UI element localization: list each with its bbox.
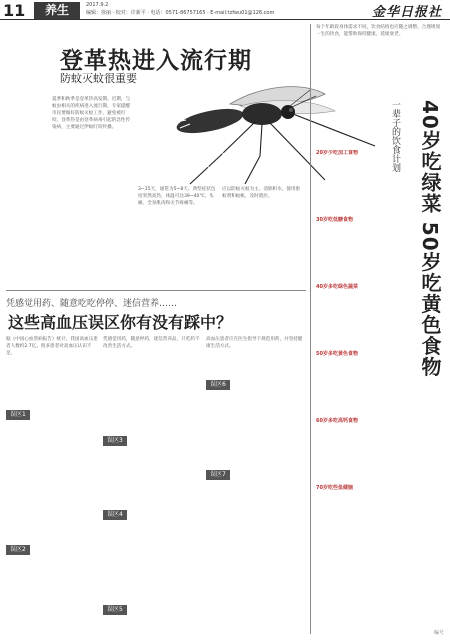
- page-number: 11: [3, 1, 26, 20]
- article2-kicker: 凭感觉用药、随意吃吃停停、迷信营养……: [6, 299, 178, 309]
- article1-col2-text: 3~15天，通常为5~8天。典型症状包括突然高热，体温可达39~40℃，头痛、全身肌肉和关节疼痛等。: [138, 187, 216, 206]
- article2-col2-text: 凭感觉用药，随意停药，迷信营养品，只吃药不改善生活方式。: [103, 337, 200, 349]
- myth-tag-4: 误区4: [103, 510, 127, 520]
- subhead-40s: 40岁多吃绿色蔬菜: [316, 284, 358, 290]
- article2-headline: 这些高血压误区你有没有踩中？: [8, 313, 233, 332]
- article3-columns: [316, 150, 400, 630]
- myth-tag-1: 误区1: [6, 410, 30, 420]
- myth-tag-3: 误区3: [103, 436, 127, 446]
- article1-column-1: [52, 96, 132, 236]
- article3-body: 每个年龄段身体需求不同，饮食结构也应随之调整。合理规划一生的饮食，能帮助保持健康、延缓衰老。: [316, 25, 441, 37]
- subhead-50s: 50岁多吃黄色食物: [316, 351, 358, 357]
- article1-column-2: [138, 186, 216, 266]
- article2-column-1: [6, 336, 98, 626]
- subhead-60s: 60岁多吃高钙食物: [316, 418, 358, 424]
- masthead-meta: [86, 1, 274, 17]
- masthead: [0, 0, 450, 20]
- article2-column-3: [206, 336, 306, 626]
- article1-subhead: 防蚊灭蚊很重要: [60, 72, 137, 85]
- myth-tag-6: 误区6: [206, 380, 230, 390]
- footer-note: 编号: [433, 630, 444, 636]
- editor-contact: 编辑：徐丽 · 校对：许新平 · 电话：0571-86757165 · E-mail:tzfwu01@126.com: [86, 10, 275, 16]
- article2-column-2: [103, 336, 201, 626]
- column-divider: [310, 24, 311, 634]
- myth-tag-7: 误区7: [206, 470, 230, 480]
- myth-tag-2: 误区2: [6, 545, 30, 555]
- article2-col1-text: 据《中国心血管病报告》统计，我国高血压患者人数约2.7亿。很多患者对高血压认识不足。: [6, 337, 98, 356]
- section-label: 养生: [34, 2, 80, 19]
- issue-date: 2017.9.2: [86, 2, 109, 8]
- section-divider: [6, 290, 306, 291]
- paper-name: 金华日报社: [371, 5, 442, 20]
- article1-headline: 登革热进入流行期: [60, 48, 252, 74]
- subhead-20s: 20岁少吃加工食物: [316, 150, 358, 156]
- article3-intro: [316, 24, 444, 94]
- subhead-30s: 30岁吃低糖食物: [316, 217, 353, 223]
- myth-tag-5: 误区5: [103, 605, 127, 615]
- article1-col3-text: 应以防蚊灭蚊为主。清除积水，使用驱蚊剂和蚊帐，及时就医。: [222, 187, 301, 199]
- article1-column-3: [222, 186, 302, 266]
- article3-kicker: 一辈子的饮食计划: [390, 100, 400, 172]
- article1-col1-text: 夏季和秋季是登革热高发期。近期，与蚊虫相关的疾病进入流行期，专家提醒市民要做好防蚊灭蚊工作，避免被叮咬。登革热是由登革病毒引起的急性传染病，主要通过伊蚊叮咬传播。: [52, 97, 131, 130]
- article3-title: 40岁吃绿菜 50岁吃黄色食物: [418, 100, 442, 378]
- subhead-70s: 70岁吃些鱼健脑: [316, 485, 353, 491]
- article2-col3-text: 高血压患者应在医生指导下规范用药，并坚持健康生活方式。: [206, 337, 303, 349]
